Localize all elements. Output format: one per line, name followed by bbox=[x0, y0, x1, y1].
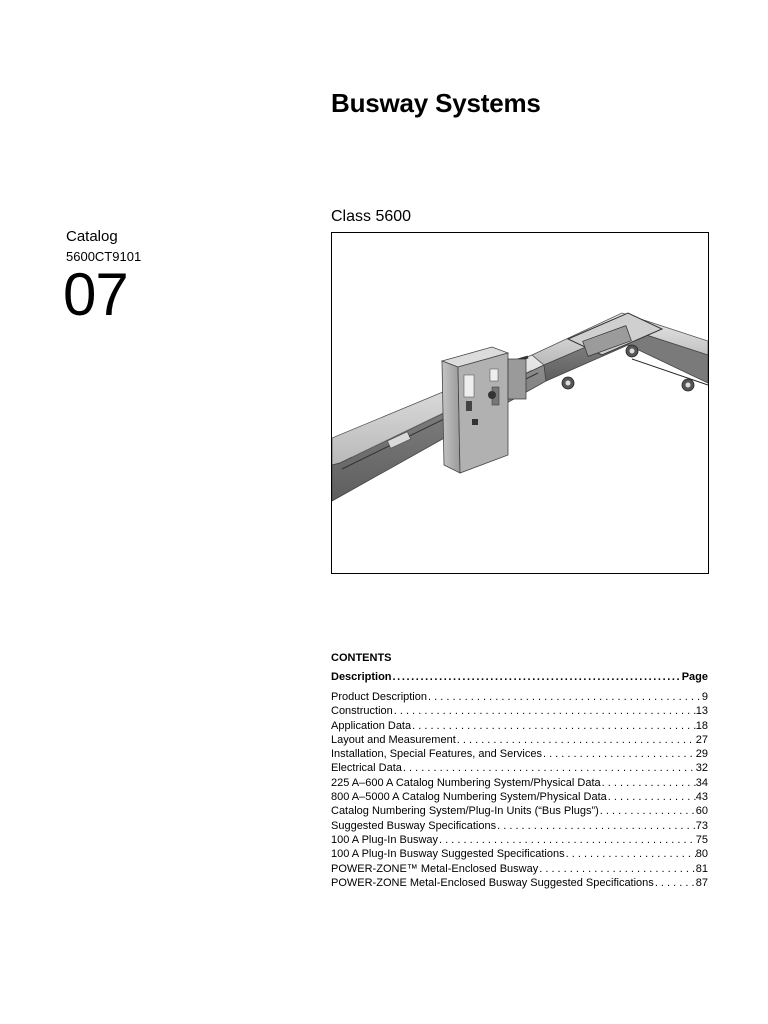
toc-item-title: Application Data bbox=[331, 719, 412, 732]
toc-leader bbox=[456, 733, 696, 747]
toc-item-title: Electrical Data bbox=[331, 762, 402, 775]
toc-item-page: 13 bbox=[695, 705, 708, 718]
toc-leader bbox=[496, 819, 696, 833]
toc-item bbox=[331, 819, 708, 833]
toc-item-page: 75 bbox=[695, 833, 708, 846]
toc-item-title: Construction bbox=[331, 705, 393, 718]
toc-list bbox=[331, 690, 708, 890]
toc-item-title: 225 A–600 A Catalog Numbering System/Physical Data bbox=[331, 776, 601, 789]
toc-item bbox=[331, 876, 708, 890]
catalog-label: Catalog bbox=[66, 228, 118, 245]
toc-leader bbox=[538, 862, 696, 876]
toc-item-title: 100 A Plug-In Busway bbox=[331, 833, 439, 846]
toc-item bbox=[331, 690, 708, 704]
toc-leader bbox=[393, 704, 696, 718]
toc-item bbox=[331, 804, 708, 818]
toc-leader bbox=[411, 719, 696, 733]
toc-item bbox=[331, 776, 708, 790]
toc-item-page: 60 bbox=[695, 805, 708, 818]
toc-item bbox=[331, 862, 708, 876]
toc-leader bbox=[565, 847, 696, 861]
toc-header-page: Page bbox=[681, 671, 708, 683]
toc-item-title: Catalog Numbering System/Plug-In Units (“Bus Plugs”) bbox=[331, 805, 599, 818]
toc-item bbox=[331, 790, 708, 804]
toc-leader bbox=[427, 690, 702, 704]
toc-item-page: 87 bbox=[695, 876, 708, 889]
toc-item-title: Product Description bbox=[331, 691, 427, 703]
toc-item-page: 18 bbox=[695, 719, 708, 732]
busway-drawing bbox=[332, 233, 708, 573]
catalog-number: 5600CT9101 bbox=[66, 249, 142, 264]
class-label: Class 5600 bbox=[331, 208, 412, 225]
toc-item-title: 100 A Plug-In Busway Suggested Specifications bbox=[331, 848, 565, 861]
toc-item bbox=[331, 747, 708, 761]
catalog-volume: 07 bbox=[63, 261, 128, 328]
toc-item bbox=[331, 733, 708, 747]
toc-item bbox=[331, 847, 708, 861]
toc-item-title: POWER-ZONE Metal-Enclosed Busway Suggested Specifications bbox=[331, 876, 654, 889]
toc-item bbox=[331, 833, 708, 847]
toc-leader bbox=[542, 747, 696, 761]
toc-item-page: 81 bbox=[695, 862, 708, 875]
toc-item bbox=[331, 719, 708, 733]
toc-item-title: POWER-ZONE™ Metal-Enclosed Busway bbox=[331, 862, 539, 875]
toc-header-title: Description bbox=[331, 671, 392, 683]
toc-item-page: 29 bbox=[695, 748, 708, 761]
toc-leader bbox=[438, 833, 696, 847]
toc-item-title: Installation, Special Features, and Services bbox=[331, 748, 542, 761]
toc-leader bbox=[392, 670, 682, 685]
toc-item-page: 9 bbox=[701, 691, 708, 703]
toc-item-title: Layout and Measurement bbox=[331, 733, 456, 746]
toc-item-page: 32 bbox=[695, 762, 708, 775]
toc-item-page: 27 bbox=[695, 733, 708, 746]
toc-leader bbox=[607, 790, 696, 804]
toc-leader bbox=[601, 776, 696, 790]
toc-item-page: 34 bbox=[695, 776, 708, 789]
toc-item bbox=[331, 761, 708, 775]
toc-item-page: 43 bbox=[695, 791, 708, 804]
toc-header bbox=[331, 670, 708, 685]
contents-heading: CONTENTS bbox=[331, 652, 392, 664]
toc-leader bbox=[402, 761, 696, 775]
page-title: Busway Systems bbox=[331, 88, 541, 118]
toc-item-page: 80 bbox=[695, 848, 708, 861]
toc-item-title: 800 A–5000 A Catalog Numbering System/Physical Data bbox=[331, 791, 607, 804]
toc-leader bbox=[654, 876, 696, 890]
table-of-contents bbox=[331, 670, 708, 890]
toc-item-title: Suggested Busway Specifications bbox=[331, 819, 497, 832]
toc-item-page: 73 bbox=[695, 819, 708, 832]
toc-leader bbox=[599, 804, 696, 818]
toc-item bbox=[331, 704, 708, 718]
busway-illustration bbox=[331, 232, 709, 574]
